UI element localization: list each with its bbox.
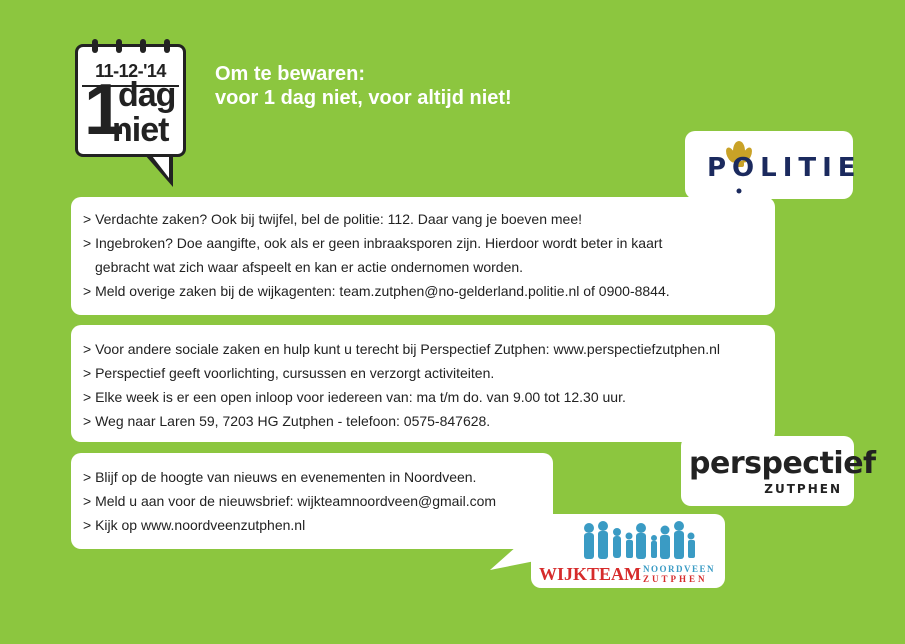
perspectief-line: > Elke week is er een open inloop voor iedereen van: ma t/m do. van 9.00 tot 12.30 uur.	[83, 389, 626, 405]
calendar-ring-icon	[164, 39, 170, 53]
calendar-date: 11-12-'14	[95, 61, 166, 81]
calendar-dag: dag	[118, 76, 176, 114]
politie-line: > Meld overige zaken bij de wijkagenten: team.zutphen@no-gelderland.politie.nl of 0900-8844.	[83, 283, 670, 299]
wijkteam-logo-top: NOORDVEEN	[643, 564, 716, 574]
calendar-ring-icon	[116, 39, 122, 53]
politie-line: > Verdachte zaken? Ook bij twijfel, bel de politie: 112. Daar vang je boeven mee!	[83, 211, 582, 227]
perspectief-logo-bubble	[681, 436, 876, 506]
headline-line1: Om te bewaren:	[215, 63, 366, 85]
perspectief-info-box	[71, 325, 775, 442]
perspectief-line: > Voor andere sociale zaken en hulp kunt u terecht bij Perspectief Zutphen: www.perspectiefzutphen.nl	[83, 341, 720, 357]
calendar-one: 1	[84, 70, 122, 150]
politie-logo-bubble	[685, 131, 862, 199]
wijkteam-logo-bottom: ZUTPHEN	[643, 574, 708, 584]
headline	[215, 62, 512, 110]
wijkteam-lines	[83, 465, 496, 537]
politie-logo-text: POLITIE	[707, 153, 862, 183]
politie-lines	[83, 207, 670, 303]
perspectief-logo-subtext: ZUTPHEN	[764, 482, 842, 496]
wijkteam-line: > Meld u aan voor de nieuwsbrief: wijkteamnoordveen@gmail.com	[83, 493, 497, 509]
calendar-niet: niet	[112, 111, 169, 149]
politie-info-box	[71, 197, 775, 315]
wijkteam-info-box	[71, 453, 553, 549]
perspectief-line: > Perspectief geeft voorlichting, cursussen en verzorgt activiteiten.	[83, 365, 495, 381]
wijkteam-line: > Blijf op de hoogte van nieuws en evenementen in Noordveen.	[83, 469, 477, 485]
perspectief-logo-text: perspectief	[689, 446, 876, 481]
headline-line2: voor 1 dag niet, voor altijd niet!	[215, 87, 512, 109]
perspectief-lines	[83, 337, 720, 433]
perspectief-line: > Weg naar Laren 59, 7203 HG Zutphen - telefoon: 0575-847628.	[83, 413, 491, 429]
calendar-ring-icon	[140, 39, 146, 53]
politie-line: > Ingebroken? Doe aangifte, ook als er geen inbraaksporen zijn. Hierdoor wordt beter in kaart	[83, 235, 663, 251]
wijkteam-line: > Kijk op www.noordveenzutphen.nl	[83, 517, 306, 533]
wijkteam-logo-bubble	[531, 514, 725, 588]
calendar-ring-icon	[92, 39, 98, 53]
wijkteam-logo-main: WIJKTEAM	[539, 564, 642, 584]
politie-line: gebracht wat zich waar afspeelt en kan er actie ondernomen worden.	[95, 259, 524, 275]
